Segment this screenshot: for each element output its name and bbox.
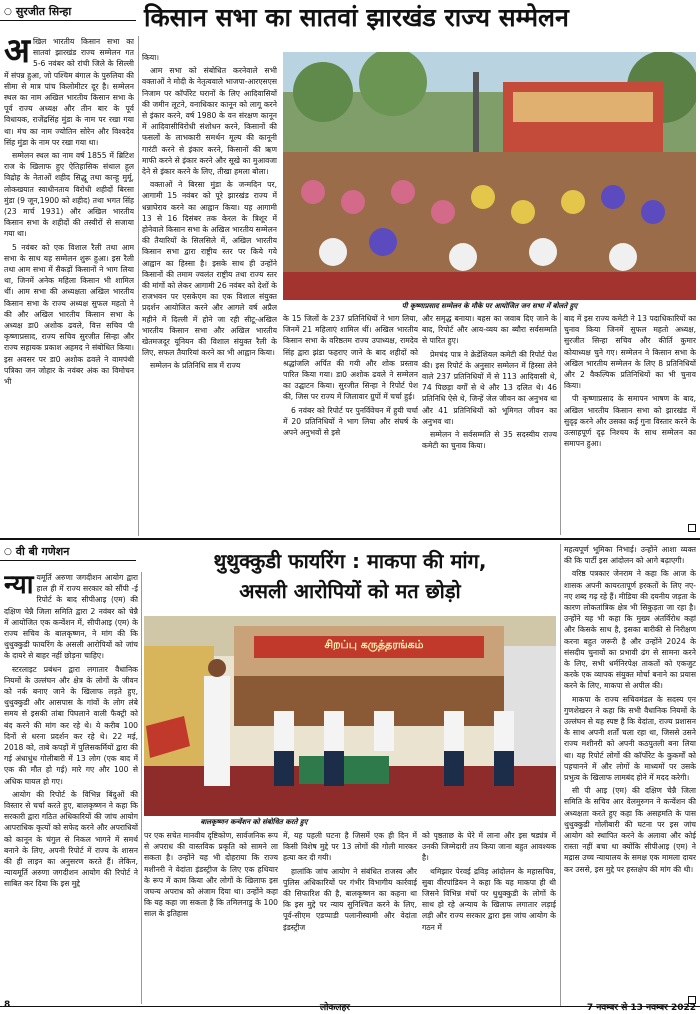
byline-bottom-name: वी बी गणेशन <box>15 545 70 558</box>
bottom-col-4: को पृष्ठताछ के घेरे में लाना और इस षड्यंत्र में उनकी जिम्मेदारी तय किया जाना बहुत आवश्यक है। थमिझार पेरवई द्रविड़ आंदोलन के महासचिव, सुबा वीरपांडियन ने कहा कि यह माकपा ही थी जिसने विभिन्न मंचों पर थुथुक्कुडी के लोगों के साथ हो रहे अन्याय के खिलाफ लगातार लड़ाई लड़ी और राज्य सरकार द्वारा इस जांच आयोग के गठन में <box>422 831 556 932</box>
byline-top-name: सुरजीत सिन्हा <box>15 5 72 18</box>
end-mark <box>688 524 696 532</box>
bottom-col-3: में, यह पहली घटना है जिसमें एक ही दिन में किसी विशेष मुद्दे पर 13 लोगों की गोली मारकर हत्या कर दी गयी। हालांकि जांच आयोग ने संबंधित राजस्व और पुलिस अधिकारियों पर गंभीर विभागीय कार्रवाई की सिफारिश की है, बालकृष्णन का कहना था कि इस मुद्दे पर न्याय सुनिश्चित करने के लिए, पूर्व-सीएम एडप्पाडी पलानीस्वामी और वेदांता इंडस्ट्रीज <box>283 831 417 932</box>
bottom-headline-line1: थुथुक्कुडी फायरिंग : माकपा की मांग, <box>213 549 487 573</box>
top-col-5: बाद में इस राज्य कमेटी ने 13 पदाधिकारियों का चुनाव किया जिनमें सुफल महतो अध्यक्ष, सुरजीत सिन्हा सचिव और कीर्ति कुमार कोयाध्यक्ष चुने गए। सम्मेलन ने किसान सभा के अखिल भारतीय सम्मेलन के लिए 8 प्रतिनिधियों और 2 वैकल्पिक प्रतिनिधियों का भी चुनाव किया। पी कृष्णाप्रसाद के समापन भाषण के बाद, अखिल भारतीय किसान सभा को झारखंड में सुदृढ़ करने और उसका कई गुना विस्तार करने के उत्साहपूर्ण दृढ़ निश्चय के साथ सम्मेलन का समापन हुआ। <box>564 314 696 449</box>
bottom-headline-line2: असली आरोपियों को मत छोड़ो <box>239 579 461 603</box>
top-photo <box>283 52 696 300</box>
bottom-col-2: पर एक सचेत मानवीय दृष्टिकोण, सार्वजनिक रूप से अपराध की वास्तविक प्रकृति को सामने ला सकता है। उन्होंने यह भी दोहराया कि राज्य मशीनरी ने वेदांता इंडस्ट्रीज के लिए एक हथियार के रूप में काम किया और लोगों के खिलाफ इस जघन्य अपराध को अंजाम दिया था। उन्होंने कहा कि यह कहा जा सकता है कि तमिलनाडु के 100 साल के इतिहास <box>144 831 278 919</box>
top-col-1: अखिल भारतीय किसान सभा का सातवां झारखंड राज्य सम्मेलन गत 5-6 नवंबर को रांची जिले के सिल्ली में संपन्न हुआ, जो पश्चिम बंगाल के पुरुलिया की सीमा से मात्र पांच किलोमीटर दूर है। सम्मेलन स्थल का नाम अखिल भारतीय किसान सभा के पूर्व राज्य अध्यक्ष और तीन बार के पूर्व विधायक, राजेंद्रसिंह मुंडा के नाम पर रखा गया था। मंच का नाम ज्योतिन सोरेन और विश्वदेव सिंह मुंडा के नाम पर रखा गया था। सम्मेलन स्थल का नाम वर्ष 1855 में ब्रिटिश राज के खिलाफ हुए ऐतिहासिक संथाल हूल विद्रोह के नेताओं शहीद सिद्धू तथा कान्हू मुर्मू, लोकखयात स्वाधीनताय विरोधी शहीदों बिरसा मुंडा (9 जून,1900 को शहीद) तथा भगत सिंह (23 मार्च 1931) और अखिल भारतीय किसान सभा के शहीदों की तस्वीरों से सजाया गया था। 5 नवंबर को एक विशाल रैली तथा आम सभा के साथ यह सम्मेलन शुरू हुआ। इस रैली तथा आम सभा में सैकड़ों किसानों ने भाग लिया था, जिनमें अनेक महिला किसान भी शामिल थीं। आम सभा की अध्यक्षता अखिल भारतीय किसान सभा के राज्य अध्यक्ष सुफल महतो ने की और अखिल भारतीय किसान सभा के अध्यक्ष डा0 अशोक ढवले, वित्त सचिव पी कृष्णाप्रसाद, राज्य सचिव सुरजीत सिन्हा और राज्य सहायक प्रकाश अहमद ने संबोधित किया। इस अवसर पर डा0 अशोक ढवले ने वामपंथी पत्रिका जन जोहार के नवंबर अंक का विमोचन भी <box>4 36 134 387</box>
byline-circle-icon: ○ <box>4 546 12 557</box>
bottom-col-5: महत्वपूर्ण भूमिका निभाई। उन्होंने आशा व्यक्त की कि पार्टी इस आंदोलन को आगे बढ़ाएगी। वरिष्ठ पत्रकार जेनराम ने कहा कि आज के शासक अपनी कायरतापूर्ण हरकतों के लिए नए-नए शब्द गढ़ रहे हैं। मीडिया की दयनीय जड़ता के कारण लोकतांत्रिक क्षेत्र भी सिकुड़ता जा रहा है। उन्होंने यह भी कहा कि मुख्य अंतर्विरोध कहां और किसके साथ है, इसका बारीकी से निरीक्षण करना बहुत जरूरी है और उन्होंने 2024 के संसदीय चुनावों का प्रभावी ढंग से सामना करने के लिए, सभी धर्मनिरपेक्ष ताकतों को एकजुट करके एक व्यापक संयुक्त मोर्चा बनाने का प्रयास करने के लिए, माकपा से अपील की। माकपा के राज्य सचिवमंडल के सदस्य एन गुणशेखरन ने कहा कि सभी वैधानिक नियमों के उल्लंघन से यह स्पष्ट है कि वेदांता, राज्य प्रशासन के साथ अपनी शर्तों चला रहा था, जिससे उसने राज्य मशीनरी को अपनी कठपुतली बना लिया था। यह रिपोर्ट लोगों की कॉर्पोरेट के कुकर्मों को पहचानने में और लोगों के माध्यमों पर उसके प्रभुत्व के खिलाफ लामबंद होने में मदद करेगी। सी पी आइ (एम) की दक्षिण चेन्नै जिला समिति के सचिव आर वेलमुरुगन ने कन्वेंशन की अध्यक्षता करते हुए कहा कि असहमति के पास थुथुक्कुडी गोलीबारी की घटना पर इस जांच आयोग को स्थापित करने के अलावा और कोई रास्ता नहीं बचा था क्योंकि सीपीआइ (एम) ने मद्रास उच्च न्यायालय के समक्ष एक मामला दायर कर उससे, इस मुद्दे पर हस्तक्षेप की मांग की थी। <box>564 545 696 874</box>
photo-banner-text: சிறப்பு கருத்தரங்கம் <box>324 638 424 651</box>
top-col-3: के 15 जिलों के 237 प्रतिनिधियों ने भाग लिया, जिनमें 21 महिलाएं शामिल थीं। अखिल भारतीय किसान सभा के वरिष्ठतम राज्य उपाध्यक्ष, रामदेव सिंह द्वारा झंडा फहराए जाने के बाद शहीदों को श्रद्धांजलि अर्पित की गयी और शोक प्रस्ताव पारित किया गया। डा0 अशोक ढवले ने सम्मेलन का उद्घाटन किया। सुरजीत सिन्हा ने रिपोर्ट पेश की, जिस पर राज्य में जिलावार ग्रुपों में चर्चा हुई। 6 नवंबर को रिपोर्ट पर पुनर्विवेचन में हुयी चर्चा में 20 प्रतिनिधियों ने भाग लिया और संघर्ष के अपने अनुभवों से इसे <box>283 314 418 438</box>
byline-bottom <box>4 544 134 559</box>
bottom-col-1: न्या यमूर्ति अरुणा जगदीशन आयोग द्वारा हाल ही में राज्य सरकार को सौंपी -ई रिपोर्ट के बाद सीपीआइ (एम) की दक्षिण चेन्नै जिला समिति द्वारा 2 नवंबर को चेन्नै में आयोजित एक कन्वेंशन में, सीपीआइ (एम) के राज्य सचिव के बालकृष्णन, ने मांग की कि थुथुक्कुडी फायरिंग के असली आरोपियों को जांच के दायरे से बाहर नहीं छोड़ना चाहिए। स्टरलाइट प्रबंधन द्वारा लगातार वैधानिक नियमों के उल्लंघन और क्षेत्र के लोगों के जीवन को नर्क बनाए जाने के खिलाफ लड़ते हुए, थुथुक्कुडी और आसपास के गांवों के लोग लंबे समय से इसकी तांबा पिघलाने वाली फैक्ट्री को बंद करने की मांग कर रहे थे। ये करीब 100 दिनों से धरना प्रदर्शन कर रहे थे। 22 मई, 2018 को, ताबे कपड़ों में पुलिसकर्मियों द्वारा की गई अंधाधुंध गोलीबारी में 13 लोग (एक बाद में एक की मौत हो गई) मारे गए और 100 से अधिक घायल हो गए। आयोग की रिपोर्ट के विभिन्न बिंदुओं की विस्तार से चर्चा करते हुए, बालकृष्णन ने कहा कि सरकारी द्वारा गठित अधिकारियों की जांच आयोग आपराधिक कृत्यों को सफेद करने और अपराधियों को कानून के चंगुल से निकल भागने में समर्थ बनाने के लिए, अपनी रिपोर्ट में राज्य के शासन की ही लाइन का अनुसरण करते हैं। लेकिन, न्यायमूर्ति अरुणा जगदीशन आयोग की रिपोर्ट ने साबित कर दिया कि इस मुद्दे <box>4 572 138 889</box>
bottom-photo-caption: बालकृष्णन कन्वेंशन को संबोधित करते हुए <box>200 818 308 826</box>
byline-circle-icon: ○ <box>4 6 12 17</box>
top-headline: किसान सभा का सातवां झारखंड राज्य सम्मेलन <box>144 3 569 32</box>
top-photo-caption: पी कृष्णाप्रसाद सम्मेलन के मौके पर आयोजित जन सभा में बोलते हुए <box>401 302 578 310</box>
byline-top <box>4 4 134 19</box>
issue-date: 7 नवम्बर से 13 नवम्बर 2022 <box>586 1003 696 1013</box>
bottom-photo <box>144 616 556 816</box>
drop-cap: न्या <box>4 572 34 600</box>
top-col-4: और समृद्ध बनाया। बहस का जवाब दिए जाने के बाद, रिपोर्ट और आय-व्यय का ब्यौरा सर्वसम्मति से पारित हुए। प्रेमचंद पात्र ने क्रेडेंशियल कमेटी की रिपोर्ट पेश की। इस रिपोर्ट के अनुसार सम्मेलन में हिस्सा लेने वाले 237 प्रतिनिधियों में से 113 आदिवासी थे, 74 पिछड़ा वर्गों से थे और 13 दलित थे। 46 प्रतिनिधि ऐसे थे, जिन्हें जेल जीवन का अनुभव था और 41 प्रतिनिधियों को भूमिगत जीवन का अनुभव था। सम्मेलन ने सर्वसम्मति से 35 सदस्यीय राज्य कमेटी का चुनाव किया। <box>422 314 557 451</box>
page-number: 8 <box>4 1000 11 1010</box>
top-col-2: किया। आम सभा को संबोधित करनेवाले सभी वक्ताओं ने मोदी के नेतृत्ववाले भाजपा-आरएसएस निजाम पर कॉर्पोरेट घरानों के लिए आदिवासियों की जमीन लूटने, वनाधिकार कानून को लागू करने से इंकार करने, वर्ष 1980 के वन संरक्षण कानून में आदिवासीविरोधी संशोधन करने, किसानों की फसलों के लाभकारी समर्थन मूल्य की कानूनी गारंटी करने से इंकार करने, किसानों की ऋण माफी करने से इंकार करने और सूखे का मुआवजा देने से इंकार करने के लिए, तीखा हमला बोला। वक्ताओं ने बिरसा मुंडा के जन्मदिन पर, आगामी 15 नवंबर को पूरे झारखंड राज्य में धन्नाघेराव करने का आह्वान किया। यह आगामी 13 से 16 दिसंबर तक केरल के त्रिशूर में होनेवाले किसान सभा के अखिल भारतीय सम्मेलन की तैयारियों के सिलसिले में, अखिल भारतीय किसान सभा द्वारा राष्ट्रीय स्तर पर किये गये आह्वान का हिस्सा है। इसके साथ ही उन्होंने किसानों की तमाम ज्वलंत राष्ट्रीय तथा राज्य स्तर की मांगों को लेकर आगामी 26 नवंबर को देशों के राजभवन पर एसकेएम का एक विशाल संयुक्त प्रदर्शन आयोजित करने और आगले वर्ष अप्रैल महीने में दिल्ली में होने जा रही सीटू-अखिल भारतीय किसान सभा और अखिल भारतीय खेतमजदूर यूनियन की विशाल संयुक्त रैली के लिए, सफल तैयारियां करने का भी आह्वान किया। सम्मेलन के प्रतिनिधि सत्र में राज्य <box>142 53 277 371</box>
publication-name: लोकलहर <box>320 1003 350 1013</box>
drop-cap: अ <box>4 36 30 71</box>
